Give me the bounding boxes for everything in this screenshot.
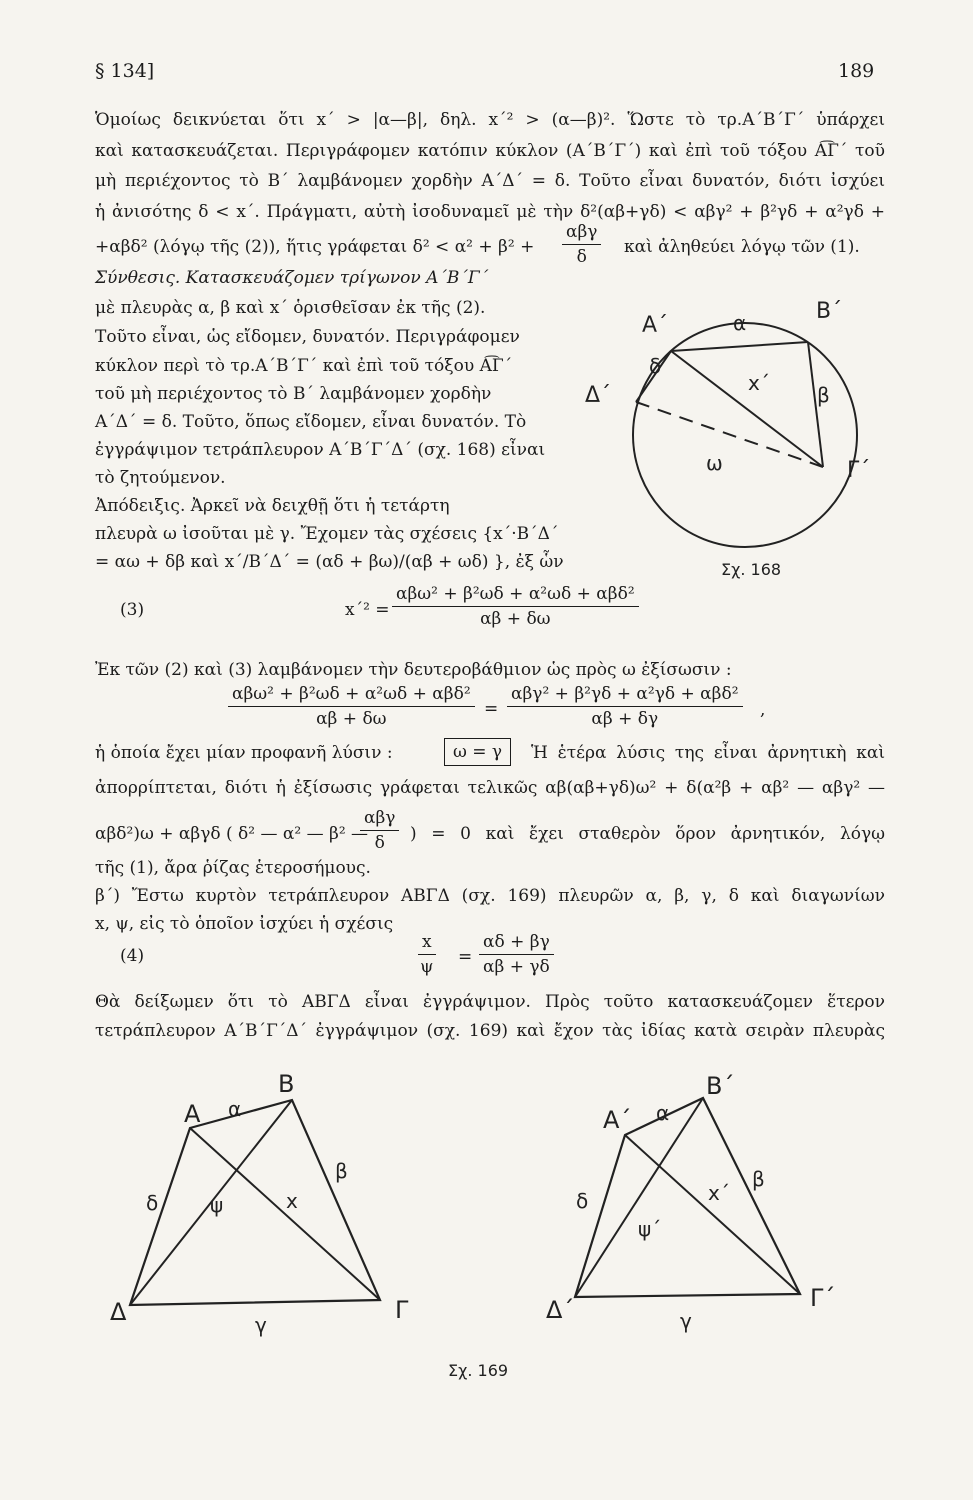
label-G: Γ΄ [810, 1284, 836, 1312]
quadrilateral-outline [130, 1100, 380, 1305]
text-line: Θὰ δείξωμεν ὅτι τὸ ΑΒΓΔ εἶναι ἐγγράψιμον. Πρὸς τοῦτο κατασκευάζομεν ἕτερον [95, 992, 885, 1012]
label-D: Δ [110, 1298, 127, 1326]
section-header: § 134] [95, 60, 155, 82]
label-g: γ [680, 1309, 692, 1333]
fraction-numerator: αβγ [562, 222, 601, 245]
eq3-fraction [392, 584, 639, 629]
label-D: Δ΄ [546, 1296, 575, 1324]
fraction-numerator: αδ + βγ [479, 932, 554, 955]
page-number: 189 [838, 60, 875, 82]
label-x: x [286, 1189, 298, 1213]
eq4-left-fraction [418, 932, 436, 977]
synthesis-line: μὲ πλευρὰς α, β καὶ x΄ ὁρισθεῖσαν ἐκ τῆς (2). [95, 298, 486, 318]
fraction-denominator: αβ + δω [480, 609, 551, 629]
label-b: β [335, 1159, 348, 1183]
text-line: β΄) Ἔστω κυρτὸν τετράπλευρον ΑΒΓΔ (σχ. 169) πλευρῶν α, β, γ, δ καὶ διαγωνίων [95, 886, 885, 906]
label-a: α [656, 1101, 670, 1125]
text-line: ἡ ἀνισότης δ < x΄. Πράγματι, αὐτὴ ἰσοδυναμεῖ μὲ τὴν δ²(αβ+γδ) < αβγ² + β²γδ + α²γδ + [95, 202, 885, 222]
quadrilateral-ABGD [110, 1070, 409, 1337]
text-line: μὴ περιέχοντος τὸ Β΄ λαμβάνομεν χορδὴν Α΄Δ΄ = δ. Τοῦτο εἶναι δυνατόν, διότι ἰσχύει [95, 171, 885, 191]
label-d: δ [649, 354, 662, 378]
label-d: δ [576, 1189, 589, 1213]
solution-line-2: ἀπορρίπτεται, διότι ἡ ἐξίσωσις γράφεται τελικῶς αβ(αβ+γδ)ω² + δ(α²β + αβ² — αβγ² — [95, 778, 885, 798]
synthesis-line: ἐγγράψιμον τετράπλευρον Α΄Β΄Γ΄Δ΄ (σχ. 168) εἶναι [95, 440, 546, 460]
solution-line-3a: αβδ²)ω + αβγδ ( δ² — α² — β² — [95, 824, 369, 844]
fraction-numerator: αβω² + β²ωδ + α²ωδ + αβδ² [392, 584, 639, 607]
inequality-right: καὶ ἀληθεύει λόγῳ τῶν (1). [624, 237, 860, 257]
text-line: τετράπλευρον Α΄Β΄Γ΄Δ΄ ἐγγράψιμον (σχ. 169) καὶ ἔχον τὰς ἰδίας κατὰ σειρὰν πλευρὰς [95, 1021, 885, 1041]
solution-line-1b: Ἡ ἑτέρα λύσις της εἶναι ἀρνητικὴ καὶ [531, 743, 885, 763]
solution-line-4: τῆς (1), ἄρα ῥίζας ἑτεροσήμους. [95, 858, 371, 878]
fraction-numerator: αβω² + β²ωδ + α²ωδ + αβδ² [228, 684, 475, 707]
label-d: δ [146, 1191, 159, 1215]
fraction-numerator: αβγ² + β²γδ + α²γδ + αβδ² [507, 684, 743, 707]
inequality-left: +αβδ² (λόγῳ τῆς (2)), ἥτις γράφεται δ² < α² + β² + [95, 237, 535, 257]
solution-line-1a: ἡ ὁποία ἔχει μίαν προφανῆ λύσιν : [95, 743, 393, 763]
label-w: ω [706, 451, 723, 475]
figure-168 [585, 290, 885, 590]
label-b: β [817, 383, 830, 407]
label-y: ψ΄ [638, 1217, 662, 1241]
eq4-label: (4) [120, 946, 145, 966]
label-G: Γ΄ [847, 458, 871, 483]
text-line: καὶ κατασκευάζεται. Περιγράφομεν κατόπιν κύκλον (Α΄Β΄Γ΄) καὶ ἐπὶ τοῦ τόξου Α͡Γ΄ τοῦ [95, 141, 885, 161]
diagonal-x [671, 351, 823, 467]
figure-168-caption: Σχ. 168 [721, 560, 782, 579]
label-B: Β [278, 1070, 295, 1098]
label-G: Γ [395, 1296, 409, 1324]
proof-line: Ἀπόδειξις. Ἀρκεῖ νὰ δειχθῇ ὅτι ἡ τετάρτη [95, 496, 450, 516]
label-B: Β΄ [706, 1072, 735, 1100]
synthesis-line: κύκλον περὶ τὸ τρ.Α΄Β΄Γ΄ καὶ ἐπὶ τοῦ τόξου Α͡Γ΄ [95, 356, 513, 376]
eq4-equals: = [458, 947, 473, 967]
eq-quad-left-fraction [228, 684, 475, 729]
eq-quad-equals: = [484, 699, 499, 719]
label-D: Δ΄ [585, 383, 612, 408]
fraction-numerator: αβγ [360, 808, 399, 831]
solution-line-3b: ) = 0 καὶ ἔχει σταθερὸν ὅρον ἀρνητικόν, λόγῳ [410, 824, 885, 844]
fraction-denominator: δ [374, 833, 385, 853]
figure-169 [110, 1060, 870, 1390]
label-g: γ [255, 1313, 267, 1337]
fraction-denominator: δ [576, 247, 587, 267]
side-w-dashed [636, 402, 823, 467]
label-x: x΄ [708, 1181, 730, 1205]
fraction-denominator: ψ [420, 957, 434, 977]
synthesis-line: Τοῦτο εἶναι, ὡς εἴδομεν, δυνατόν. Περιγράφομεν [95, 327, 520, 347]
label-B: Β΄ [816, 299, 843, 324]
fraction-denominator: αβ + δγ [591, 709, 659, 729]
synthesis-line: τοῦ μὴ περιέχοντος τὸ Β΄ λαμβάνομεν χορδὴν [95, 384, 492, 404]
label-A: Α΄ [642, 313, 669, 338]
fraction-denominator: αβ + γδ [483, 957, 550, 977]
eq-quad-comma: , [760, 700, 766, 720]
diagonal-x [625, 1135, 800, 1294]
boxed-solution: ω = γ [444, 738, 511, 766]
proof-line: πλευρὰ ω ἰσοῦται μὲ γ. Ἔχομεν τὰς σχέσεις {x΄·Β΄Δ΄ [95, 524, 559, 544]
eq3-lhs: x΄² = [345, 600, 390, 620]
proof-line: = αω + δβ καὶ x΄/Β΄Δ΄ = (αδ + βω)/(αβ + ωδ) }, ἐξ ὧν [95, 552, 564, 572]
text-line: Ὁμοίως δεικνύεται ὅτι x΄ > |α—β|, δηλ. x΄² > (α—β)². Ὥστε τὸ τρ.Α΄Β΄Γ΄ ὑπάρχει [95, 110, 885, 130]
fraction-numerator: x [418, 932, 436, 955]
label-A: Α [184, 1100, 201, 1128]
eq-quad-right-fraction [507, 684, 743, 729]
side-a [671, 342, 808, 351]
synthesis-line: Σύνθεσις. Κατασκευάζομεν τρίγωνον Α΄Β΄Γ΄ [95, 268, 489, 288]
label-b: β [752, 1167, 765, 1191]
synthesis-line: Α΄Δ΄ = δ. Τοῦτο, ὅπως εἴδομεν, εἶναι δυνατόν. Τὸ [95, 412, 527, 432]
label-x: x΄ [748, 371, 770, 395]
inequality-fraction [562, 222, 601, 267]
text-line: Ἐκ τῶν (2) καὶ (3) λαμβάνομεν τὴν δευτεροβάθμιον ὡς πρὸς ω ἐξίσωσιν : [95, 660, 732, 680]
label-a: α [733, 311, 747, 335]
label-y: ψ [210, 1193, 224, 1217]
text-line: x, ψ, εἰς τὸ ὁποῖον ἰσχύει ἡ σχέσις [95, 914, 394, 934]
solution-fraction [360, 808, 399, 853]
label-a: α [228, 1097, 242, 1121]
fraction-denominator: αβ + δω [316, 709, 387, 729]
label-A: Α΄ [603, 1106, 632, 1134]
figure-169-caption: Σχ. 169 [448, 1361, 509, 1380]
eq3-label: (3) [120, 600, 145, 620]
eq4-right-fraction [479, 932, 554, 977]
synthesis-line: τὸ ζητούμενον. [95, 468, 226, 488]
quadrilateral-A1B1G1D1 [546, 1072, 835, 1333]
